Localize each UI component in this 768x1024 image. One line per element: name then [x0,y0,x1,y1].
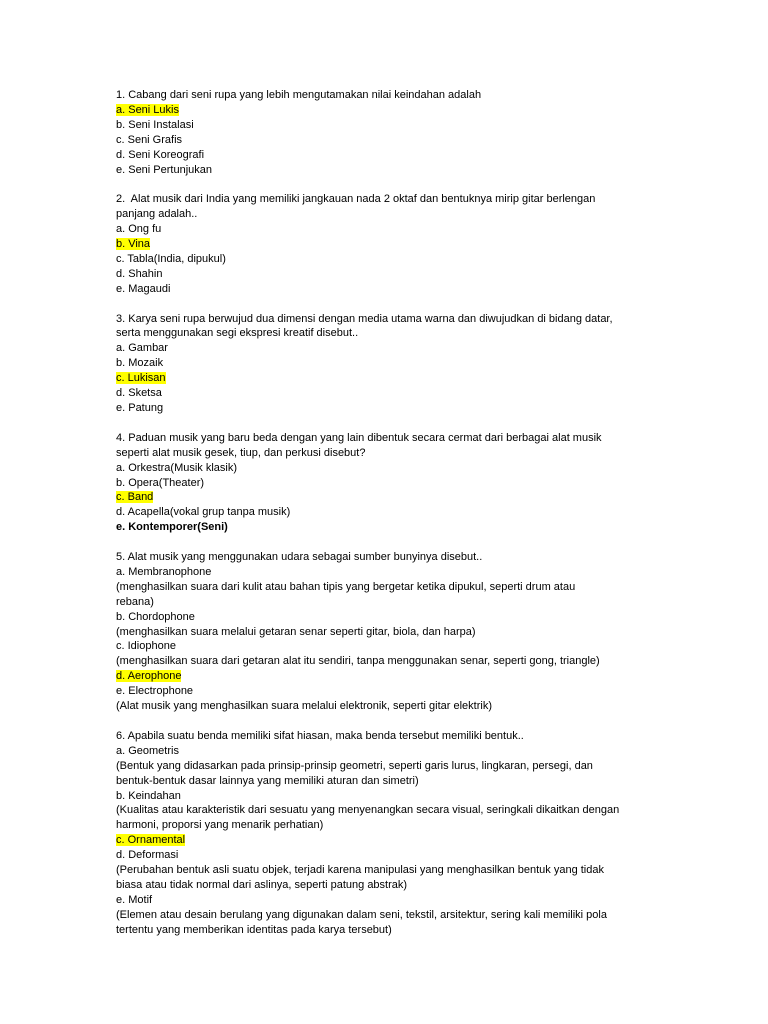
line-text: a. Geometris [116,744,179,757]
answer-line [116,565,678,580]
answer-line [116,789,678,804]
question-text [116,729,678,744]
answer-line [116,356,678,371]
line-text: panjang adalah.. [116,208,198,221]
question-1 [116,88,678,177]
line-text: d. Acapella(vokal grup tanpa musik) [116,506,291,519]
line-text: 4. Paduan musik yang baru beda dengan yang lain dibentuk secara cermat dari berbagai alat musik [116,431,602,444]
answer-line [116,684,678,699]
line-text: c. Seni Grafis [116,133,183,146]
answer-line [116,803,678,818]
line-text: a. Membranophone [116,565,212,578]
question-6 [116,729,678,938]
line-text: (Perubahan bentuk asli suatu objek, terjadi karena manipulasi yang menghasilkan bentuk yang tidak [116,864,604,877]
line-text: d. Sketsa [116,387,162,400]
line-text: b. Chordophone [116,610,195,623]
highlighted-answer: a. Seni Lukis [116,103,179,116]
line-text: (Kualitas atau karakteristik dari sesuatu yang menyenangkan secara visual, seringkali dikaitkan dengan [116,804,620,817]
answer-line [116,848,678,863]
line-text: 3. Karya seni rupa berwujud dua dimensi dengan media utama warna dan diwujudkan di bidang datar, [116,312,613,325]
line-text: (Alat musik yang menghasilkan suara melalui elektronik, seperti gitar elektrik) [116,700,492,713]
bold-answer: e. Kontemporer(Seni) [116,521,228,534]
line-text: c. Tabla(India, dipukul) [116,252,226,265]
line-text: a. Gambar [116,342,168,355]
answer-line [116,625,678,640]
question-text [116,431,678,446]
question-text [116,88,678,103]
answer-line [116,163,678,178]
answer-line [116,326,678,341]
answer-line [116,207,678,222]
answer-line [116,237,678,252]
answer-line [116,267,678,282]
line-text: (menghasilkan suara dari kulit atau bahan tipis yang bergetar ketika dipukul, seperti drum atau [116,580,576,593]
line-text: rebana) [116,595,154,608]
answer-line [116,699,678,714]
line-text: serta menggunakan segi ekspresi kreatif disebut.. [116,327,359,340]
line-text: e. Magaudi [116,282,171,295]
line-text: (menghasilkan suara melalui getaran senar seperti gitar, biola, dan harpa) [116,625,476,638]
line-text: e. Patung [116,402,164,414]
line-text: b. Opera(Theater) [116,476,205,489]
line-text: a. Orkestra(Musik klasik) [116,461,238,474]
answer-line [116,595,678,610]
answer-line [116,520,678,535]
line-text: e. Electrophone [116,685,194,698]
answer-line [116,610,678,625]
answer-line [116,818,678,833]
line-text: b. Seni Instalasi [116,118,194,131]
line-text: b. Mozaik [116,357,164,370]
question-5 [116,550,678,714]
line-text: harmoni, proporsi yang menarik perhatian) [116,819,324,832]
answer-line [116,490,678,505]
answer-line [116,401,678,416]
answer-line [116,744,678,759]
line-text: e. Seni Pertunjukan [116,163,213,176]
line-text: e. Motif [116,893,153,906]
answer-line [116,252,678,267]
answer-line [116,580,678,595]
answer-line [116,103,678,118]
line-text: c. Idiophone [116,640,176,653]
answer-line [116,908,678,923]
line-text: (Elemen atau desain berulang yang digunakan dalam seni, tekstil, arsitektur, sering kali memiliki pola [116,908,607,921]
answer-line [116,476,678,491]
line-text: seperti alat musik gesek, tiup, dan perkusi disebut? [116,446,366,459]
answer-line [116,341,678,356]
highlighted-answer: c. Band [116,491,154,504]
question-text [116,192,678,207]
line-text: 5. Alat musik yang menggunakan udara sebagai sumber bunyinya disebut.. [116,551,483,564]
answer-line [116,833,678,848]
line-text: bentuk-bentuk dasar lainnya yang memiliki aturan dan simetri) [116,774,419,787]
answer-line [116,222,678,237]
question-text [116,312,678,327]
question-list [116,88,678,938]
answer-line [116,878,678,893]
line-text: 6. Apabila suatu benda memiliki sifat hiasan, maka benda tersebut memiliki bentuk.. [116,729,524,742]
line-text: 2. Alat musik dari India yang memiliki jangkauan nada 2 oktaf dan bentuknya mirip gitar berlengan [116,193,596,206]
answer-line [116,923,678,938]
answer-line [116,118,678,133]
answer-line [116,774,678,789]
line-text: biasa atau tidak normal dari aslinya, seperti patung abstrak) [116,878,408,891]
highlighted-answer: c. Ornamental [116,834,186,847]
answer-line [116,654,678,669]
line-text: d. Deformasi [116,849,179,862]
answer-line [116,386,678,401]
line-text: a. Ong fu [116,223,162,236]
line-text: (menghasilkan suara dari getaran alat itu sendiri, tanpa menggunakan senar, seperti gong, triangle) [116,655,600,668]
answer-line [116,759,678,774]
line-text: d. Seni Koreografi [116,148,205,161]
line-text: b. Keindahan [116,789,181,802]
answer-line [116,461,678,476]
question-2 [116,192,678,296]
answer-line [116,639,678,654]
line-text: tertentu yang memberikan identitas pada karya tersebut) [116,923,392,936]
line-text: 1. Cabang dari seni rupa yang lebih mengutamakan nilai keindahan adalah [116,89,482,101]
answer-line [116,148,678,163]
answer-line [116,446,678,461]
answer-line [116,282,678,297]
answer-line [116,505,678,520]
answer-line [116,863,678,878]
line-text: d. Shahin [116,267,163,280]
answer-line [116,133,678,148]
question-4 [116,431,678,535]
line-text: (Bentuk yang didasarkan pada prinsip-prinsip geometri, seperti garis lurus, lingkaran, persegi, dan [116,759,593,772]
highlighted-answer: d. Aerophone [116,670,182,683]
answer-line [116,893,678,908]
question-3 [116,312,678,416]
highlighted-answer: c. Lukisan [116,372,166,385]
question-text [116,550,678,565]
answer-line [116,669,678,684]
answer-line [116,371,678,386]
highlighted-answer: b. Vina [116,238,151,251]
